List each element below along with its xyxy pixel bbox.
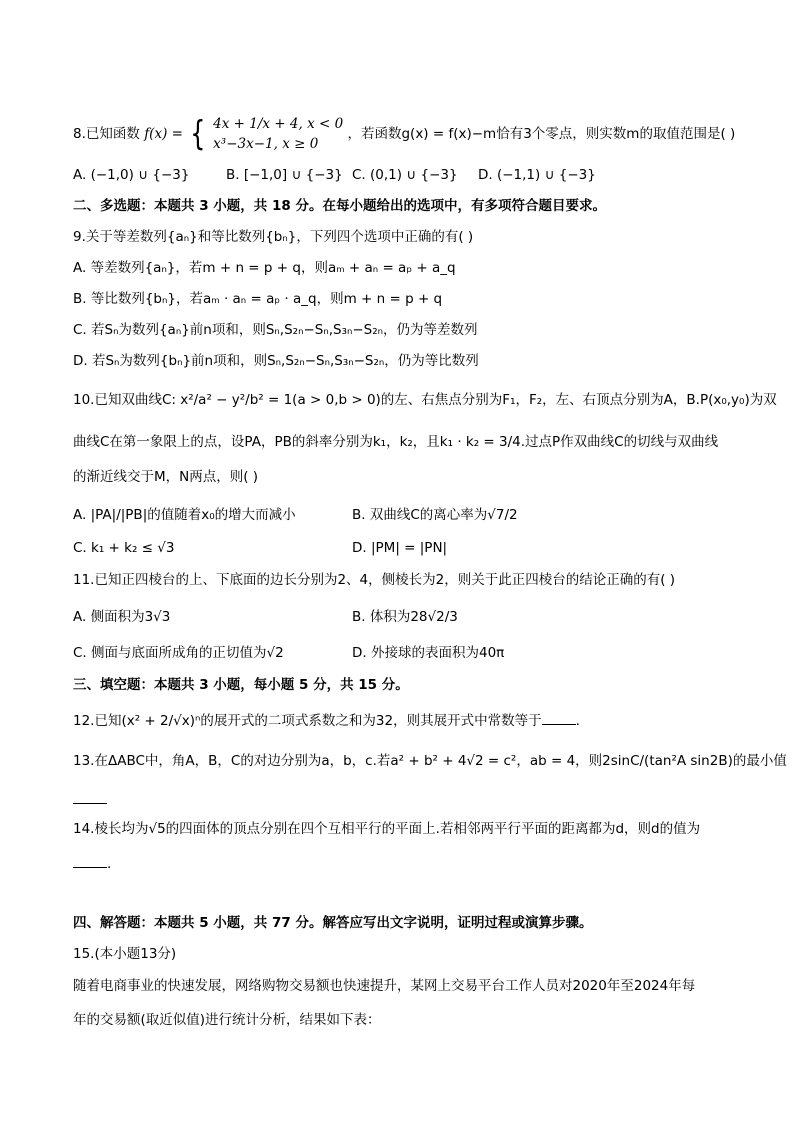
q10-option-a: A. |PA|/|PB|的值随着x₀的增大而减小 — [73, 507, 296, 523]
q11-option-c: C. 侧面与底面所成角的正切值为√2 — [73, 645, 284, 661]
q14-answer-blank — [73, 855, 107, 868]
q10-line-1: 10.已知双曲线C: x²/a² − y²/b² = 1(a > 0,b > 0)的左、右焦点分别为F₁，F₂，左、右顶点分别为A，B.P(x₀,y₀)为双 — [73, 392, 777, 408]
q9-option-a: A. 等差数列{aₙ}，若m + n = p + q，则aₘ + aₙ = aₚ + a_q — [73, 260, 456, 276]
section-4-heading: 四、解答题：本题共 5 小题，共 77 分。解答应写出文字说明，证明过程或演算步骤。 — [73, 915, 593, 931]
q11-stem: 11.已知正四棱台的上、下底面的边长分别为2、4，侧棱长为2，则关于此正四棱台的结论正确的有( ) — [73, 572, 676, 588]
q9-stem: 9.关于等差数列{aₙ}和等比数列{bₙ}，下列四个选项中正确的有( ) — [73, 229, 474, 245]
q8-stem-suffix: ，若函数g(x) = f(x)−m恰有3个零点，则实数m的取值范围是( ) — [347, 126, 736, 142]
q11-option-d: D. 外接球的表面积为40π — [352, 645, 505, 661]
q12-end: . — [575, 713, 580, 729]
q12-answer-blank — [542, 712, 576, 725]
q13-answer-blank — [73, 802, 107, 804]
q14-answer-line — [73, 854, 111, 874]
q10-option-d: D. |PM| = |PN| — [352, 540, 448, 556]
q8-option-b: B. [−1,0] ∪ {−3} — [226, 167, 343, 183]
section-3-heading: 三、填空题：本题共 3 小题，每小题 5 分，共 15 分。 — [73, 677, 409, 693]
q8-piece-1: 4x + 1/x + 4, x < 0 — [213, 116, 344, 132]
q8-option-a: A. (−1,0) ∪ {−3} — [73, 167, 190, 183]
q11-option-b: B. 体积为28√2/3 — [352, 609, 458, 625]
q12-stem-text: 12.已知(x² + 2/√x)ⁿ的展开式的二项式系数之和为32，则其展开式中常数等于 — [73, 713, 542, 729]
q15-line-1: 随着电商事业的快速发展，网络购物交易额也快速提升，某网上交易平台工作人员对2020年至2024年每 — [73, 978, 696, 994]
q8-pieces — [213, 114, 343, 154]
q8-stem — [73, 114, 735, 154]
q10-line-2: 曲线C在第一象限上的点，设PA，PB的斜率分别为k₁，k₂，且k₁ · k₂ = 3/4.过点P作双曲线C的切线与双曲线 — [73, 434, 719, 450]
q10-option-b: B. 双曲线C的离心率为√7/2 — [352, 507, 518, 523]
q12-stem — [73, 711, 580, 731]
q9-option-c: C. 若Sₙ为数列{aₙ}前n项和，则Sₙ,S₂ₙ−Sₙ,S₃ₙ−S₂ₙ，仍为等差数列 — [73, 322, 478, 338]
q10-line-3: 的渐近线交于M，N两点，则( ) — [73, 469, 259, 485]
q14-stem: 14.棱长均为√5的四面体的顶点分别在四个互相平行的平面上.若相邻两平行平面的距离都为d，则d的值为 — [73, 821, 701, 837]
q9-option-b: B. 等比数列{bₙ}，若aₘ · aₙ = aₚ · a_q，则m + n = p + q — [73, 291, 443, 307]
q15-line-2: 年的交易额(取近似值)进行统计分析，结果如下表： — [73, 1012, 381, 1028]
section-2-heading: 二、多选题：本题共 3 小题，共 18 分。在每小题给出的选项中，有多项符合题目要求。 — [73, 198, 606, 214]
q8-option-d: D. (−1,1) ∪ {−3} — [478, 167, 596, 183]
q8-piece-2: x³−3x−1, x ≥ 0 — [213, 136, 319, 152]
q15-title: 15.(本小题13分) — [73, 946, 177, 962]
q8-stem-prefix: 8.已知函数 — [73, 126, 140, 142]
q8-func: f(x) = — [144, 126, 183, 142]
q10-option-c: C. k₁ + k₂ ≤ √3 — [73, 540, 175, 556]
q8-brace: { — [190, 114, 206, 154]
q13-stem: 13.在ΔABC中，角A，B，C的对边分别为a，b，c.若a² + b² + 4√2 = c²，ab = 4，则2sinC/(tan²A sin2B)的最小值 — [73, 753, 787, 769]
q9-option-d: D. 若Sₙ为数列{bₙ}前n项和，则Sₙ,S₂ₙ−Sₙ,S₃ₙ−S₂ₙ，仍为等比数列 — [73, 353, 479, 369]
q11-option-a: A. 侧面积为3√3 — [73, 609, 171, 625]
q8-option-c: C. (0,1) ∪ {−3} — [352, 167, 458, 183]
q14-end: . — [107, 856, 112, 872]
